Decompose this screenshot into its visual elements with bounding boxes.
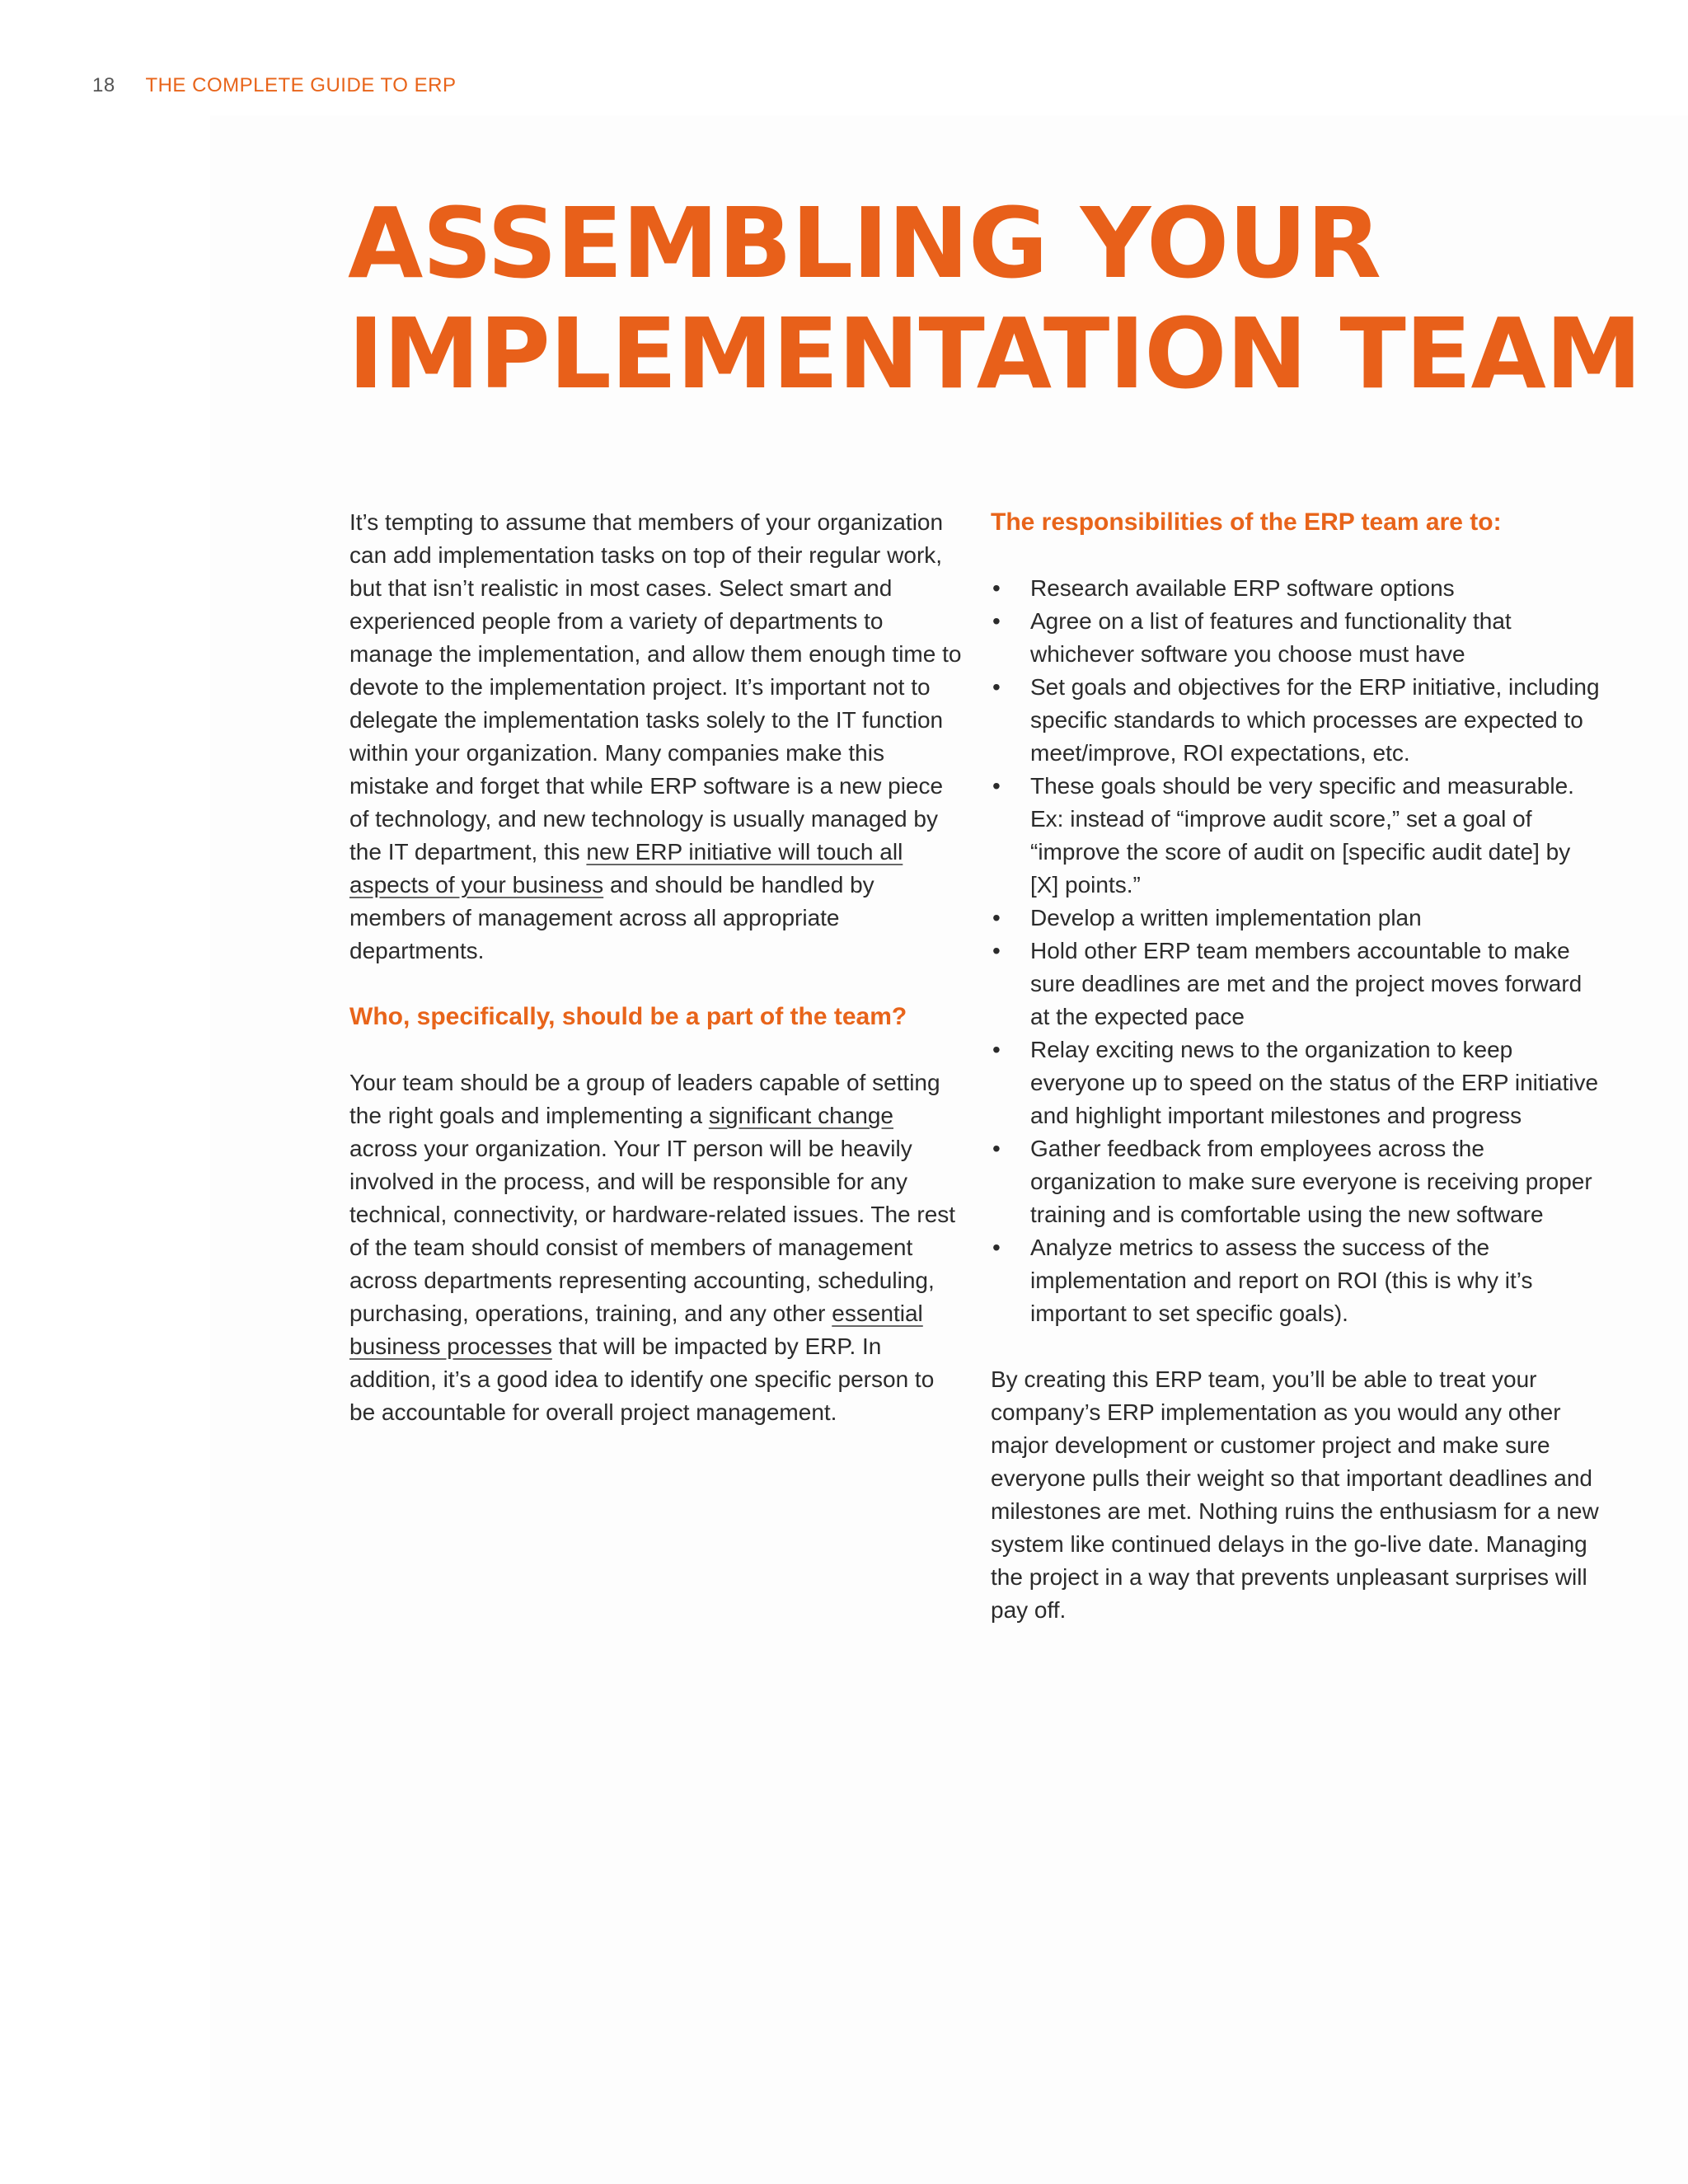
list-item: • Develop a written implementation plan — [991, 902, 1605, 935]
team-text-3: that will be impacted by ERP. In addition, it’s a good idea to identify one specific person to be accountable for overall project management. — [349, 1333, 935, 1425]
closing-paragraph: By creating this ERP team, you’ll be able to treat your company’s ERP implementation as you would any other major development or customer project and make sure everyone pulls their weight so that important deadlines and milestones are met. Nothing ruins the enthusiasm for a new system like continued delays in the go-live date. Managing the project in a way that prevents unpleasant surprises will pay off. — [991, 1366, 1599, 1623]
page-title — [348, 188, 1641, 409]
left-column — [349, 506, 964, 1429]
list-item: • Agree on a list of features and functionality that whichever software you choose must have — [991, 605, 1605, 671]
list-item: • Relay exciting news to the organization to keep everyone up to speed on the status of the ERP initiative and highlight important milestones and progress — [991, 1033, 1605, 1132]
page-title-line-1: ASSEMBLING YOUR — [348, 186, 1381, 300]
significant-change-link[interactable]: significant change — [708, 1103, 893, 1128]
team-members-heading: Who, specifically, should be a part of the team? — [349, 1003, 907, 1030]
responsibilities-heading: The responsibilities of the ERP team are to: — [991, 509, 1502, 536]
intro-text-after-link: and should be handled by members of management across all appropriate departments. — [349, 872, 874, 963]
running-header — [92, 74, 456, 97]
list-item: • Hold other ERP team members accountable to make sure deadlines are met and the project moves forward at the expected pace — [991, 935, 1605, 1033]
team-paragraph — [349, 1066, 964, 1429]
team-text-2: across your organization. Your IT person will be heavily involved in the process, and will be responsible for any technical, connectivity, or hardware-related issues. The rest of the team should consist of members of management across departments representing accounting, scheduling, purchasing, operations, training, and any other — [349, 1136, 956, 1326]
responsibilities-list — [991, 572, 1605, 1330]
page-number: 18 — [92, 74, 115, 96]
team-text-1: Your team should be a group of leaders capable of setting the right goals and implementing a — [349, 1070, 940, 1128]
essential-business-processes-link[interactable]: essential business processes — [349, 1301, 923, 1359]
right-column — [991, 506, 1605, 1627]
intro-text-before-link: It’s tempting to assume that members of your organization can add implementation tasks on top of their regular work, but that isn’t realistic in most cases. Select smart and experienced people from a variety of departments to manage the implementation, and allow them enough time to devote to the implementation project. It’s important not to delegate the implementation tasks solely to the IT function within your organization. Many companies make this mistake and forget that while ERP software is a new piece of technology, and new technology is usually managed by the IT department, this — [349, 509, 962, 865]
list-item: • Gather feedback from employees across the organization to make sure everyone is receiving proper training and is comfortable using the new software — [991, 1132, 1605, 1231]
list-item: • Research available ERP software options — [991, 572, 1605, 605]
business-aspects-link[interactable]: new ERP initiative will touch all aspects of your business — [349, 839, 903, 898]
intro-paragraph — [349, 506, 964, 968]
list-item: • These goals should be very specific and measurable. Ex: instead of “improve audit score,” set a goal of “improve the score of audit on [specific audit date] by [X] points.” — [991, 770, 1605, 902]
guide-title: THE COMPLETE GUIDE TO ERP — [145, 74, 457, 96]
list-item: • Analyze metrics to assess the success of the implementation and report on ROI (this is why it’s important to set specific goals). — [991, 1231, 1605, 1330]
page-title-line-2: IMPLEMENTATION TEAM — [348, 297, 1642, 410]
list-item: • Set goals and objectives for the ERP initiative, including specific standards to which processes are expected to meet/improve, ROI expectations, etc. — [991, 671, 1605, 770]
